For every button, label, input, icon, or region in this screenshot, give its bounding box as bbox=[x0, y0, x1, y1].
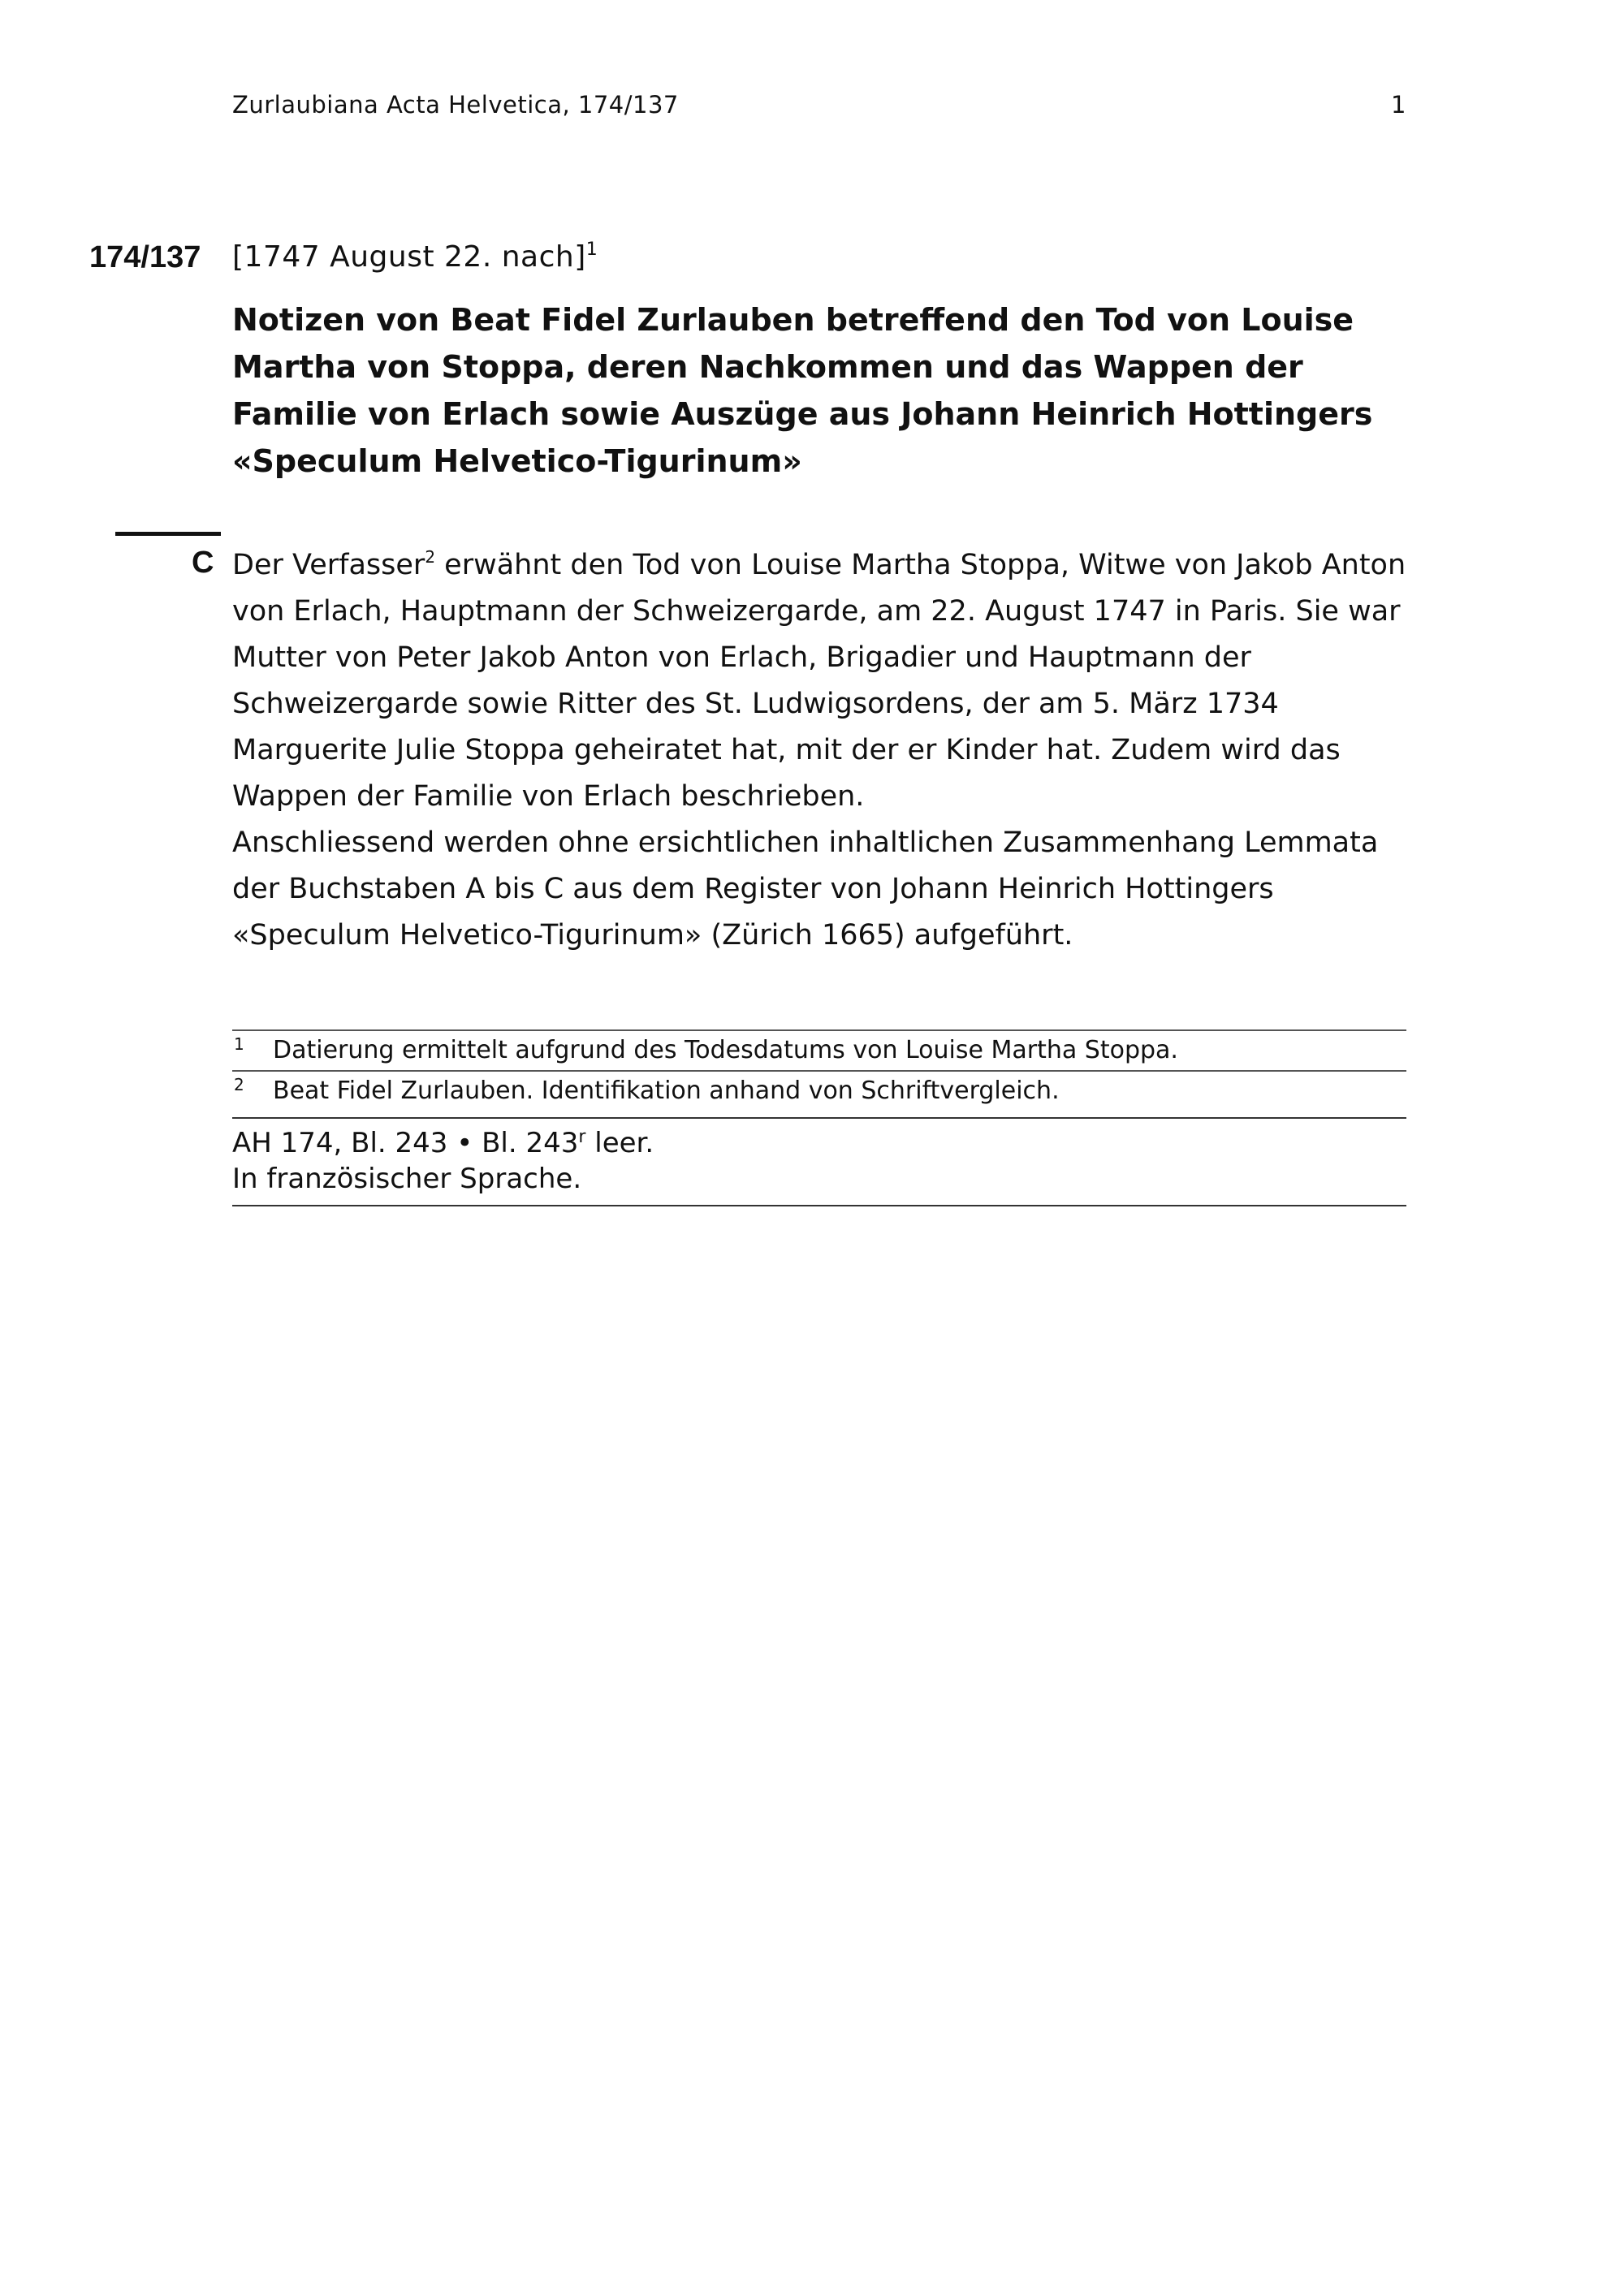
entry-number: 174/137 bbox=[89, 240, 201, 274]
source-language: In französischer Sprache. bbox=[232, 1163, 582, 1195]
abstract-text: Der Verfasser bbox=[232, 549, 425, 581]
title-line: Familie von Erlach sowie Auszüge aus Johann Heinrich Hottingers bbox=[232, 396, 1373, 432]
section-divider bbox=[115, 532, 221, 536]
recto-mark: r bbox=[578, 1127, 586, 1147]
section-letter: C bbox=[192, 546, 214, 580]
running-title: Zurlaubiana Acta Helvetica, 174/137 bbox=[232, 91, 679, 119]
page-number: 1 bbox=[1391, 91, 1406, 119]
footnote-mark: 2 bbox=[234, 1075, 244, 1094]
title-line: Notizen von Beat Fidel Zurlauben betreffend den Tod von Louise bbox=[232, 302, 1354, 338]
title-line: Martha von Stoppa, deren Nachkommen und das Wappen der bbox=[232, 349, 1303, 385]
source-note: leer. bbox=[585, 1127, 654, 1159]
footnote-mark: 1 bbox=[234, 1034, 244, 1054]
footnote-text: Beat Fidel Zurlauben. Identifikation anhand von Schriftvergleich. bbox=[273, 1077, 1060, 1105]
footnotes bbox=[232, 1029, 1406, 1111]
source-line bbox=[232, 1125, 1406, 1161]
entry-date bbox=[232, 240, 598, 274]
abstract bbox=[232, 542, 1418, 959]
entry-title bbox=[232, 296, 1410, 485]
footnote bbox=[232, 1070, 1406, 1111]
abstract-text: erwähnt den Tod von Louise Martha Stoppa, Witwe von Jakob Anton von Erlach, Hauptmann der Schweizergarde, am 22. August 1747 in Paris. Sie war Mutter von Peter Jakob Anton von Erlach, Brigadier und Hauptmann der Schweizergarde sowie Ritter des St. Ludwigsordens, der am 5. März 1734 Marguerite Julie Stoppa geheiratet hat, mit der er Kinder hat. Zudem wird das Wappen der Familie von Erlach beschrieben. bbox=[232, 549, 1406, 813]
footnote-ref-1: 1 bbox=[585, 240, 598, 260]
source-description bbox=[232, 1117, 1406, 1206]
abstract-paragraph: Anschliessend werden ohne ersichtlichen inhaltlichen Zusammenhang Lemmata der Buchstaben A bis C aus dem Register von Johann Heinrich Hottingers «Speculum Helvetico-Tigurinum» (Zürich 1665) aufgeführt. bbox=[232, 826, 1379, 952]
footnote-ref-2: 2 bbox=[425, 547, 436, 567]
source-shelfmark: AH 174, Bl. 243 • Bl. 243 bbox=[232, 1127, 579, 1159]
entry-date-text: [1747 August 22. nach] bbox=[232, 240, 586, 274]
title-line: «Speculum Helvetico-Tigurinum» bbox=[232, 443, 802, 479]
footnote-text: Datierung ermittelt aufgrund des Todesdatums von Louise Martha Stoppa. bbox=[273, 1036, 1178, 1064]
footnote bbox=[232, 1029, 1406, 1070]
abstract-paragraph bbox=[232, 542, 1418, 820]
running-header bbox=[232, 91, 1406, 132]
